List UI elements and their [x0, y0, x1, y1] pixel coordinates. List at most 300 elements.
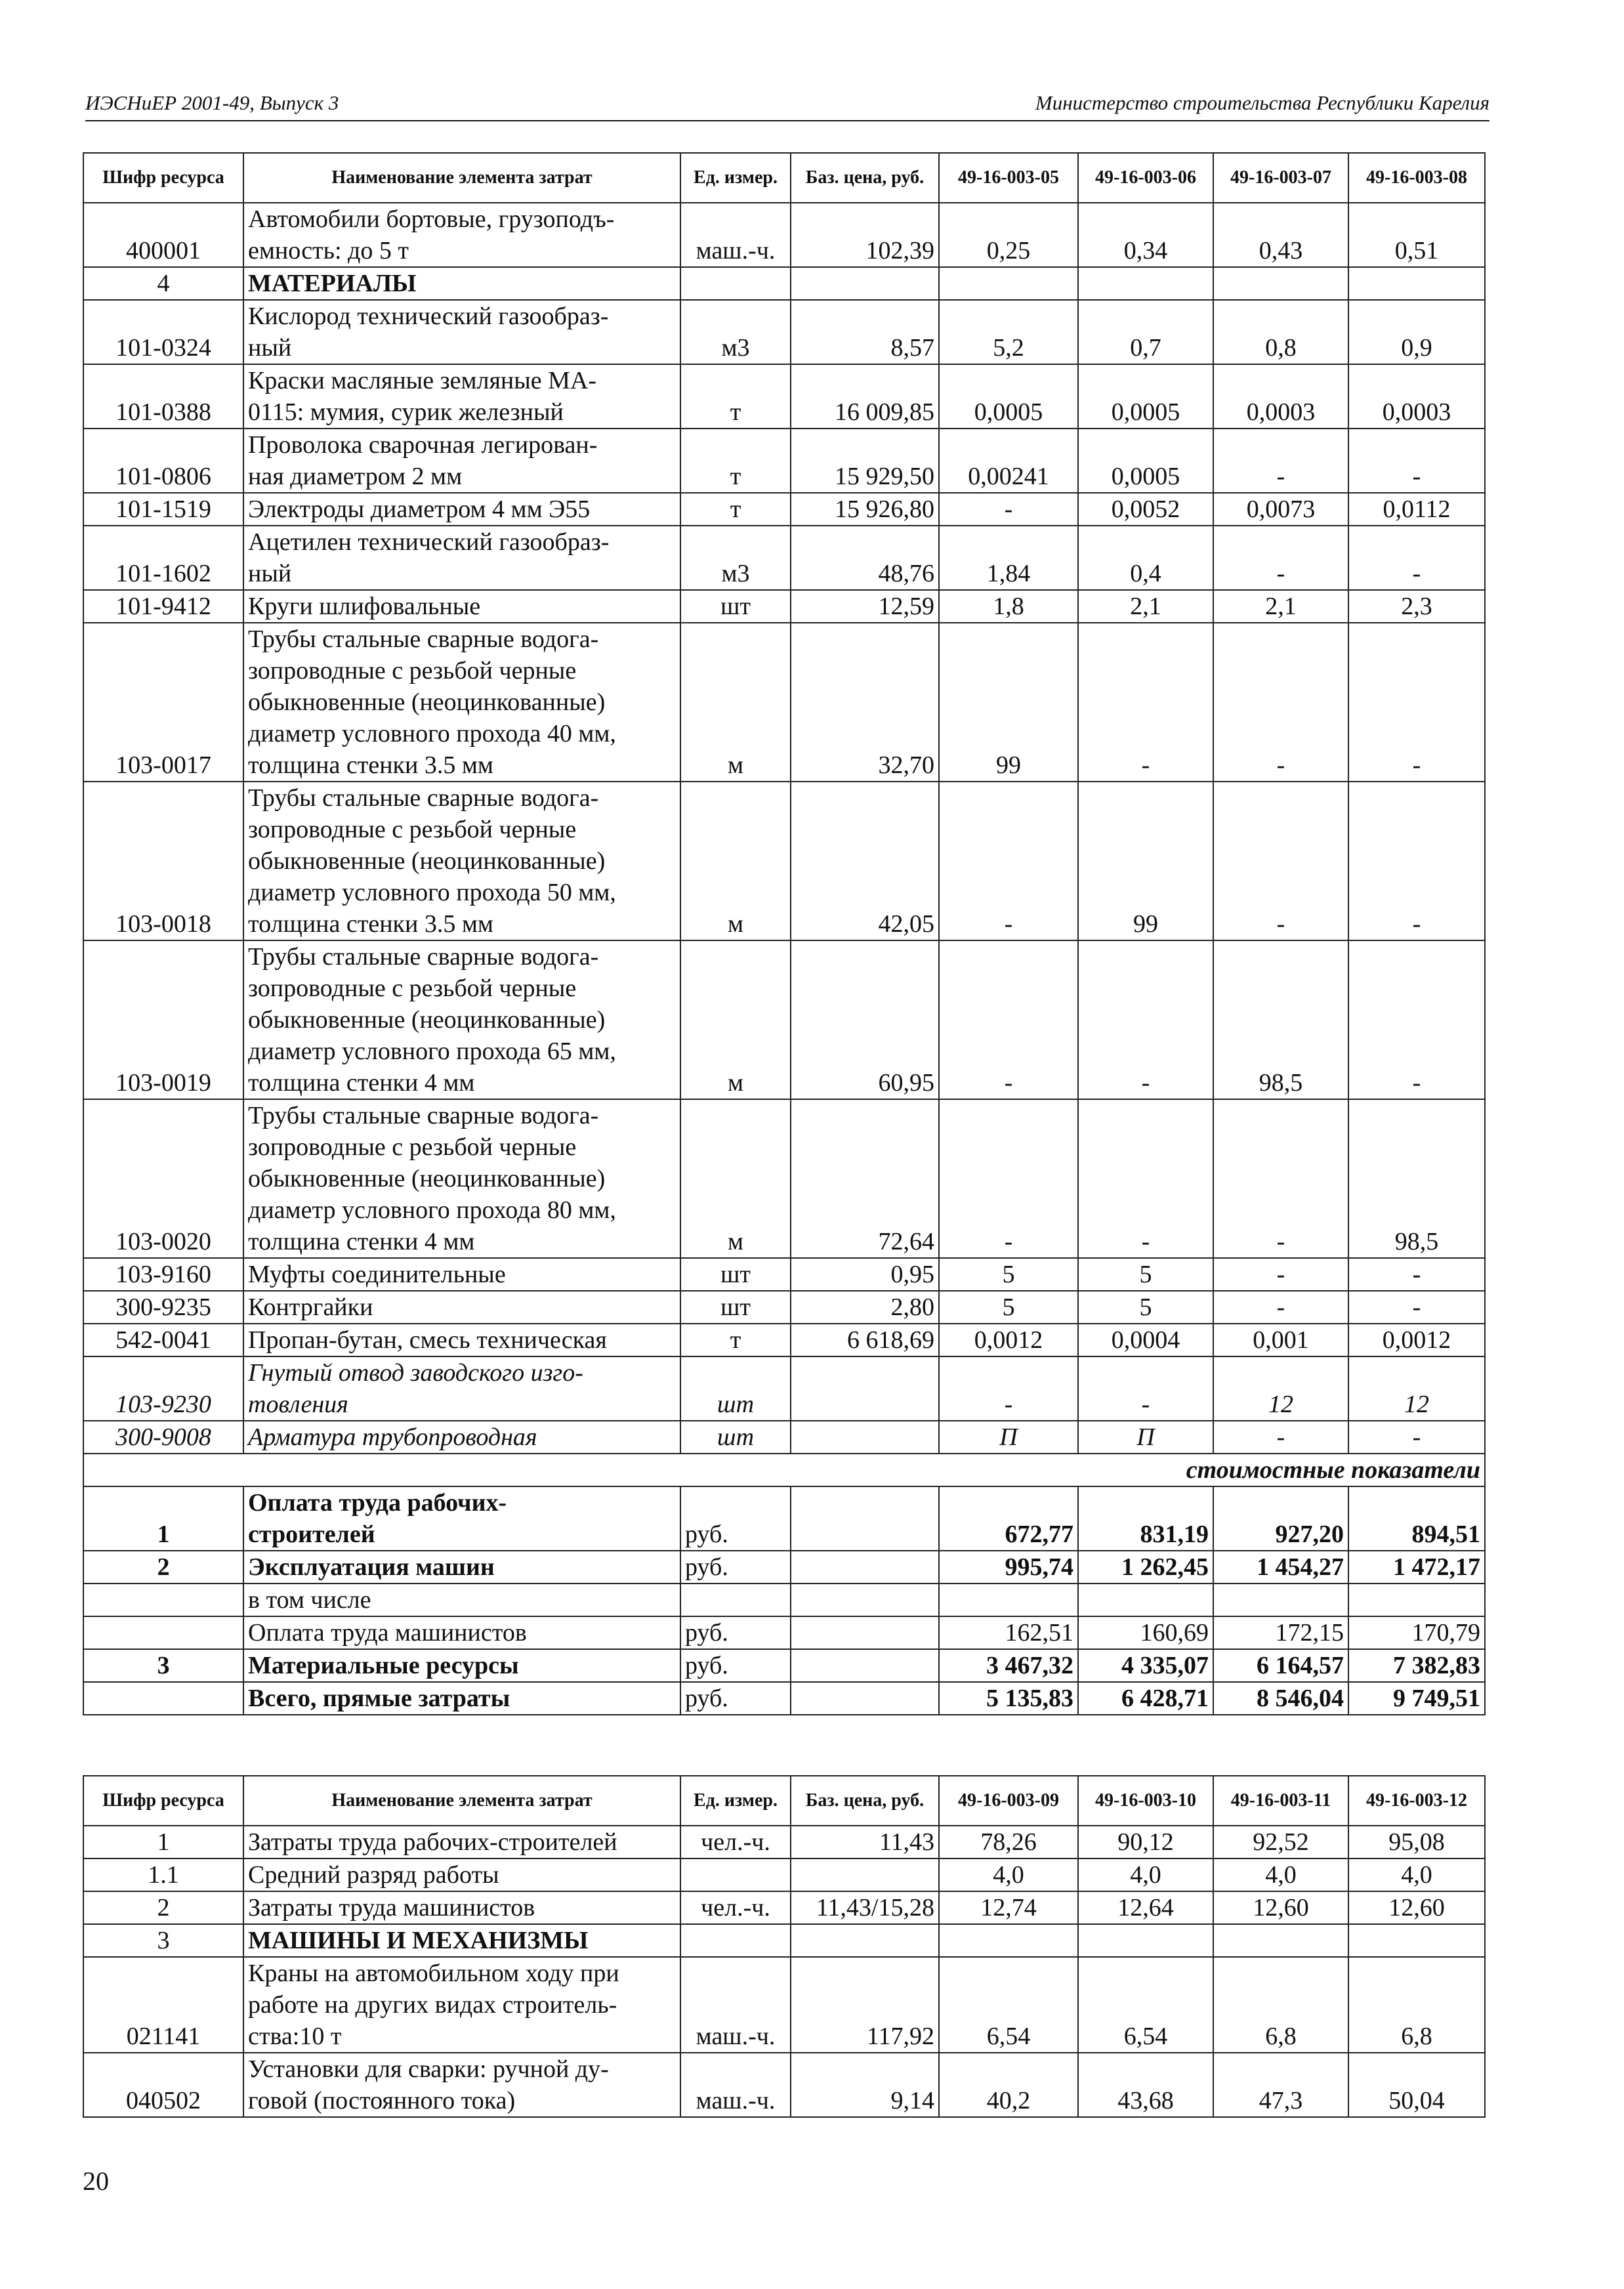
cell-value: - [1078, 940, 1213, 1099]
cell-price [791, 1584, 939, 1616]
col-v2-header: 49-16-003-10 [1078, 1776, 1213, 1826]
cell-unit: м [680, 782, 791, 940]
cell-value: 8 546,04 [1213, 1682, 1348, 1715]
cell-value: 0,0112 [1348, 493, 1485, 526]
cell-code: 2 [83, 1891, 243, 1924]
cell-value: 672,77 [939, 1486, 1078, 1551]
cell-unit [680, 1924, 791, 1957]
cell-price: 2,80 [791, 1291, 939, 1324]
cell-name-line: работе на других видах строитель- [248, 1991, 617, 2019]
cell-unit: маш.-ч. [680, 203, 791, 267]
table-row [83, 493, 1485, 526]
cell-value: 160,69 [1078, 1616, 1213, 1649]
cost-row [83, 1616, 1485, 1649]
cell-name [243, 1584, 680, 1616]
cell-name-line: диаметр условного прохода 80 мм, [248, 1196, 616, 1224]
cell-price [791, 1649, 939, 1682]
cell-name [243, 1421, 680, 1454]
cell-value: 12,74 [939, 1891, 1078, 1924]
cell-value [1348, 267, 1485, 300]
col-v3-header: 49-16-003-07 [1213, 153, 1348, 203]
cell-value: 0,00241 [939, 429, 1078, 493]
cell-value: - [1213, 1099, 1348, 1258]
col-v3-header: 49-16-003-11 [1213, 1776, 1348, 1826]
cell-name-line: зопроводные с резьбой черные [248, 975, 577, 1002]
cell-value: 0,0073 [1213, 493, 1348, 526]
cell-value [1078, 267, 1213, 300]
cell-value: 6,54 [1078, 1957, 1213, 2053]
cell-code: 021141 [83, 1957, 243, 2053]
cell-name [243, 267, 680, 300]
cell-value: 12 [1213, 1356, 1348, 1421]
cell-name [243, 1924, 680, 1957]
cell-price: 6 618,69 [791, 1324, 939, 1356]
cell-value: П [939, 1421, 1078, 1454]
cell-value: 0,0012 [1348, 1324, 1485, 1356]
cell-value: - [1078, 1356, 1213, 1421]
table-row [83, 782, 1485, 940]
cell-value [939, 267, 1078, 300]
cell-value [939, 1924, 1078, 1957]
cell-code: 101-0806 [83, 429, 243, 493]
cell-value: 4,0 [939, 1858, 1078, 1891]
cell-code: 3 [83, 1924, 243, 1957]
table-row [83, 1324, 1485, 1356]
cell-value: 0,001 [1213, 1324, 1348, 1356]
col-price-header: Баз. цена, руб. [791, 153, 939, 203]
cell-price [791, 1924, 939, 1957]
cell-price [791, 1421, 939, 1454]
cell-unit: чел.-ч. [680, 1826, 791, 1858]
page-number: 20 [83, 2166, 109, 2196]
cell-value [1213, 1924, 1348, 1957]
table-row [83, 364, 1485, 429]
col-v1-header: 49-16-003-09 [939, 1776, 1078, 1826]
cell-value: - [939, 493, 1078, 526]
table-row [83, 203, 1485, 267]
cell-name [243, 1649, 680, 1682]
cell-value: 172,15 [1213, 1616, 1348, 1649]
cell-name-line: МАТЕРИАЛЫ [248, 270, 417, 297]
cell-name-line: Автомобили бортовые, грузоподъ- [248, 205, 615, 233]
cell-name-line: Пропан-бутан, смесь техническая [248, 1326, 607, 1354]
cost-row [83, 1649, 1485, 1682]
cell-value: 5 135,83 [939, 1682, 1078, 1715]
cell-name-line: зопроводные с резьбой черные [248, 816, 577, 843]
cell-name-line: толщина стенки 3.5 мм [248, 910, 493, 938]
cell-value: - [1348, 623, 1485, 782]
cell-name-line: строителей [248, 1521, 375, 1548]
cell-value: 4,0 [1348, 1858, 1485, 1891]
col-v4-header: 49-16-003-08 [1348, 153, 1485, 203]
cell-value: 5 [939, 1258, 1078, 1291]
cell-value: 40,2 [939, 2053, 1078, 2117]
cell-value: - [1213, 526, 1348, 590]
cell-name-line: Материальные ресурсы [248, 1652, 519, 1679]
cell-value: 0,0005 [939, 364, 1078, 429]
cell-value: 12,60 [1348, 1891, 1485, 1924]
cell-value: 5 [939, 1291, 1078, 1324]
cell-value: 0,0004 [1078, 1324, 1213, 1356]
cell-value: 3 467,32 [939, 1649, 1078, 1682]
table-row [83, 526, 1485, 590]
cell-value: 1 472,17 [1348, 1551, 1485, 1584]
cell-value: 6,54 [939, 1957, 1078, 2053]
cell-value: 0,0003 [1213, 364, 1348, 429]
cell-name-line: ный [248, 334, 292, 362]
cell-value: 1 262,45 [1078, 1551, 1213, 1584]
cell-price [791, 1356, 939, 1421]
cell-name-line: обыкновенные (неоцинкованные) [248, 1006, 606, 1034]
cell-value: 0,0052 [1078, 493, 1213, 526]
cell-name-line: диаметр условного прохода 40 мм, [248, 720, 616, 747]
cell-name-line: толщина стенки 3.5 мм [248, 751, 493, 779]
cell-name-line: диаметр условного прохода 50 мм, [248, 879, 616, 906]
cell-name [243, 590, 680, 623]
cell-value: П [1078, 1421, 1213, 1454]
cell-value: 7 382,83 [1348, 1649, 1485, 1682]
cell-price [791, 1858, 939, 1891]
cell-value: 831,19 [1078, 1486, 1213, 1551]
table-row [83, 623, 1485, 782]
cell-name-line: Затраты труда рабочих-строителей [248, 1828, 617, 1856]
cell-value: - [1348, 782, 1485, 940]
cell-name-line: Проволока сварочная легирован- [248, 431, 598, 459]
cell-value: 90,12 [1078, 1826, 1213, 1858]
table-row [83, 940, 1485, 1099]
cell-name-line: Трубы стальные сварные водога- [248, 625, 599, 653]
cell-value [939, 1584, 1078, 1616]
cell-value: 12 [1348, 1356, 1485, 1421]
col-code-header: Шифр ресурса [83, 1776, 243, 1826]
resource-table-2 [83, 1775, 1486, 2118]
cell-value: 0,4 [1078, 526, 1213, 590]
cell-value: 92,52 [1213, 1826, 1348, 1858]
cell-value: 98,5 [1348, 1099, 1485, 1258]
cell-code: 3 [83, 1649, 243, 1682]
cell-code: 103-0018 [83, 782, 243, 940]
cell-name-line: Трубы стальные сварные водога- [248, 784, 599, 812]
cell-unit: т [680, 429, 791, 493]
cell-name [243, 1682, 680, 1715]
cell-value: 0,0005 [1078, 364, 1213, 429]
cell-unit: м3 [680, 300, 791, 364]
cell-value: 1,84 [939, 526, 1078, 590]
cell-name [243, 1891, 680, 1924]
table-row [83, 1421, 1485, 1454]
cell-value: 0,0012 [939, 1324, 1078, 1356]
cell-unit: руб. [680, 1551, 791, 1584]
cell-value: 50,04 [1348, 2053, 1485, 2117]
col-code-header: Шифр ресурса [83, 153, 243, 203]
table-row [83, 590, 1485, 623]
cell-name-line: Электроды диаметром 4 мм Э55 [248, 495, 591, 523]
col-v1-header: 49-16-003-05 [939, 153, 1078, 203]
cell-value: 995,74 [939, 1551, 1078, 1584]
cell-code: 103-9160 [83, 1258, 243, 1291]
table-row [83, 1891, 1485, 1924]
cell-value: 2,1 [1078, 590, 1213, 623]
cell-value [1078, 1584, 1213, 1616]
cell-name [243, 1616, 680, 1649]
cell-unit: т [680, 364, 791, 429]
cell-value [1213, 267, 1348, 300]
cell-price: 11,43 [791, 1826, 939, 1858]
cell-price: 42,05 [791, 782, 939, 940]
cell-name [243, 2053, 680, 2117]
col-price-header: Баз. цена, руб. [791, 1776, 939, 1826]
cell-name [243, 782, 680, 940]
cell-code: 2 [83, 1551, 243, 1584]
cell-name [243, 203, 680, 267]
table-row [83, 267, 1485, 300]
cell-name [243, 1099, 680, 1258]
cell-unit: т [680, 493, 791, 526]
cell-value: - [1078, 623, 1213, 782]
cell-price [791, 1682, 939, 1715]
cell-name-line: ный [248, 560, 292, 587]
cell-value: 43,68 [1078, 2053, 1213, 2117]
cost-row [83, 1551, 1485, 1584]
cell-name-line: говой (постоянного тока) [248, 2087, 516, 2114]
cell-value: - [1213, 623, 1348, 782]
cell-value [1078, 1924, 1213, 1957]
cell-name-line: Средний разряд работы [248, 1861, 499, 1889]
cell-name [243, 1551, 680, 1584]
col-name-header: Наименование элемента затрат [243, 153, 680, 203]
cell-code [83, 1682, 243, 1715]
cell-value: - [939, 1099, 1078, 1258]
cell-name-line: ная диаметром 2 мм [248, 463, 463, 490]
cell-value: 927,20 [1213, 1486, 1348, 1551]
cell-value: - [1213, 1421, 1348, 1454]
cell-name [243, 1258, 680, 1291]
cell-name-line: Кислород технический газообраз- [248, 303, 609, 330]
cell-value: - [1078, 1099, 1213, 1258]
cell-name [243, 623, 680, 782]
cell-price: 12,59 [791, 590, 939, 623]
cell-name-line: Установки для сварки: ручной ду- [248, 2055, 609, 2083]
cell-code: 040502 [83, 2053, 243, 2117]
cell-code: 300-9235 [83, 1291, 243, 1324]
cell-name-line: Контргайки [248, 1293, 373, 1321]
cell-name-line: товления [248, 1391, 348, 1418]
cell-value: 12,60 [1213, 1891, 1348, 1924]
cell-name [243, 1324, 680, 1356]
cell-price [791, 1616, 939, 1649]
cell-unit: шт [680, 590, 791, 623]
cell-code: 4 [83, 267, 243, 300]
cell-unit: шт [680, 1291, 791, 1324]
cell-name-line: 0115: мумия, сурик железный [248, 398, 564, 426]
cell-value: 1,8 [939, 590, 1078, 623]
cell-name-line: Муфты соединительные [248, 1261, 506, 1288]
cell-price: 48,76 [791, 526, 939, 590]
cell-code: 103-0020 [83, 1099, 243, 1258]
cell-name-line: емность: до 5 т [248, 237, 409, 264]
table-row [83, 1924, 1485, 1957]
table-row [83, 300, 1485, 364]
cell-name [243, 1858, 680, 1891]
cell-name-line: Всего, прямые затраты [248, 1685, 510, 1712]
cell-value: 99 [939, 623, 1078, 782]
cell-value: 6 164,57 [1213, 1649, 1348, 1682]
cell-value: 4 335,07 [1078, 1649, 1213, 1682]
cell-value: - [1213, 782, 1348, 940]
cell-price: 117,92 [791, 1957, 939, 2053]
cell-name-line: диаметр условного прохода 65 мм, [248, 1038, 616, 1065]
cell-unit: т [680, 1324, 791, 1356]
cell-code: 101-0324 [83, 300, 243, 364]
cell-unit: м [680, 940, 791, 1099]
cell-name [243, 429, 680, 493]
cell-value: 0,43 [1213, 203, 1348, 267]
cell-value: 98,5 [1213, 940, 1348, 1099]
table-row [83, 1826, 1485, 1858]
cell-unit: шт [680, 1421, 791, 1454]
cell-value: 99 [1078, 782, 1213, 940]
cell-code: 300-9008 [83, 1421, 243, 1454]
cell-name [243, 493, 680, 526]
cell-name-line: ства:10 т [248, 2023, 342, 2050]
cell-value: 4,0 [1078, 1858, 1213, 1891]
table-row [83, 1356, 1485, 1421]
cost-section-row [83, 1454, 1485, 1486]
cell-value: - [939, 1356, 1078, 1421]
cost-section-label: стоимостные показатели [83, 1454, 1485, 1486]
cost-row [83, 1486, 1485, 1551]
cell-price: 8,57 [791, 300, 939, 364]
cell-code: 101-9412 [83, 590, 243, 623]
cell-name-line: Гнутый отвод заводского изго- [248, 1359, 583, 1387]
cell-code: 103-9230 [83, 1356, 243, 1421]
cell-value: 0,34 [1078, 203, 1213, 267]
cell-value: - [1348, 429, 1485, 493]
cell-unit: руб. [680, 1682, 791, 1715]
cell-value: - [1348, 526, 1485, 590]
cell-price: 9,14 [791, 2053, 939, 2117]
cell-value: 47,3 [1213, 2053, 1348, 2117]
table-row [83, 1858, 1485, 1891]
cell-value [1348, 1584, 1485, 1616]
cell-name [243, 1486, 680, 1551]
cell-name-line: Краски масляные земляные МА- [248, 367, 597, 394]
cell-value: 0,0005 [1078, 429, 1213, 493]
cell-price: 15 929,50 [791, 429, 939, 493]
cell-value: 0,0003 [1348, 364, 1485, 429]
cell-value: 5,2 [939, 300, 1078, 364]
header-document-title: ИЭСНиЕР 2001-49, Выпуск 3 [85, 91, 339, 114]
cell-price: 16 009,85 [791, 364, 939, 429]
cell-price: 72,64 [791, 1099, 939, 1258]
cell-unit: шт [680, 1356, 791, 1421]
cell-unit: руб. [680, 1649, 791, 1682]
cell-value [1213, 1584, 1348, 1616]
page-header [85, 89, 1489, 121]
cell-unit: маш.-ч. [680, 1957, 791, 2053]
cell-price: 0,95 [791, 1258, 939, 1291]
cell-code: 1 [83, 1826, 243, 1858]
cell-value: - [1213, 1291, 1348, 1324]
cell-name-line: обыкновенные (неоцинкованные) [248, 1165, 606, 1192]
cell-value: 4,0 [1213, 1858, 1348, 1891]
cell-price [791, 1551, 939, 1584]
cell-price: 15 926,80 [791, 493, 939, 526]
cell-value: - [939, 782, 1078, 940]
cell-name-line: Трубы стальные сварные водога- [248, 943, 599, 971]
cell-code: 101-0388 [83, 364, 243, 429]
cell-value: 6,8 [1213, 1957, 1348, 2053]
cell-name-line: Эксплуатация машин [248, 1553, 495, 1581]
cell-price: 102,39 [791, 203, 939, 267]
cell-value: 0,8 [1213, 300, 1348, 364]
cell-unit: м [680, 623, 791, 782]
cell-unit: м [680, 1099, 791, 1258]
cell-code: 103-0017 [83, 623, 243, 782]
cell-value: 2,3 [1348, 590, 1485, 623]
cell-code: 101-1519 [83, 493, 243, 526]
cell-value: - [1348, 1291, 1485, 1324]
cost-row [83, 1584, 1485, 1616]
cell-name-line: зопроводные с резьбой черные [248, 1133, 577, 1161]
cell-name [243, 526, 680, 590]
table-row [83, 429, 1485, 493]
cell-value: 6 428,71 [1078, 1682, 1213, 1715]
col-unit-header: Ед. измер. [680, 153, 791, 203]
cell-value: 95,08 [1348, 1826, 1485, 1858]
cell-value: 2,1 [1213, 590, 1348, 623]
cell-value: - [939, 940, 1078, 1099]
cell-value: 12,64 [1078, 1891, 1213, 1924]
cell-name-line: Ацетилен технический газообраз- [248, 528, 610, 556]
cell-name-line: Оплата труда рабочих- [248, 1489, 507, 1517]
cell-code: 1 [83, 1486, 243, 1551]
cell-price: 32,70 [791, 623, 939, 782]
cell-name-line: Трубы стальные сварные водога- [248, 1102, 599, 1129]
cell-unit [680, 267, 791, 300]
cell-name-line: Арматура трубопроводная [248, 1423, 537, 1451]
cell-value: 9 749,51 [1348, 1682, 1485, 1715]
table-row [83, 1957, 1485, 2053]
cell-name-line: Затраты труда машинистов [248, 1894, 535, 1922]
cell-name-line: Краны на автомобильном ходу при [248, 1960, 619, 1987]
cell-name-line: зопроводные с резьбой черные [248, 657, 577, 684]
cell-name [243, 1291, 680, 1324]
cost-row [83, 1682, 1485, 1715]
cell-value: 0,9 [1348, 300, 1485, 364]
cell-name-line: обыкновенные (неоцинкованные) [248, 688, 606, 716]
cell-name [243, 1356, 680, 1421]
cell-code: 101-1602 [83, 526, 243, 590]
cell-value: 6,8 [1348, 1957, 1485, 2053]
cell-value: 78,26 [939, 1826, 1078, 1858]
cell-name-line: толщина стенки 4 мм [248, 1069, 475, 1097]
cell-name-line: Оплата труда машинистов [248, 1619, 527, 1647]
cell-value: 0,51 [1348, 203, 1485, 267]
cell-code: 1.1 [83, 1858, 243, 1891]
cell-value: 1 454,27 [1213, 1551, 1348, 1584]
cell-value: 0,7 [1078, 300, 1213, 364]
cell-price: 11,43/15,28 [791, 1891, 939, 1924]
cell-code: 400001 [83, 203, 243, 267]
cell-value: 162,51 [939, 1616, 1078, 1649]
cell-value: - [1348, 1258, 1485, 1291]
cell-value: - [1348, 1421, 1485, 1454]
cell-unit: шт [680, 1258, 791, 1291]
col-name-header: Наименование элемента затрат [243, 1776, 680, 1826]
table-row [83, 1099, 1485, 1258]
table-row [83, 1258, 1485, 1291]
